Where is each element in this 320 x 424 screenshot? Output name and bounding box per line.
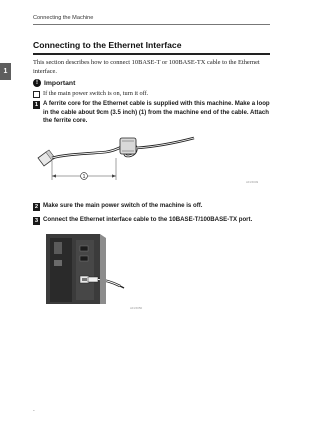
important-note xyxy=(33,90,148,98)
important-icon: ! xyxy=(33,79,41,87)
step-number: 3 xyxy=(34,217,39,224)
header-rule xyxy=(33,24,270,25)
running-header: Connecting the Machine xyxy=(33,15,94,21)
chapter-tab: 1 xyxy=(0,63,11,80)
ferrite-core-figure xyxy=(36,130,196,190)
ferrite-core-icon xyxy=(120,138,136,154)
dimension-callout: 1 xyxy=(82,174,86,181)
figure-code: AFL5050 xyxy=(130,306,143,310)
step-2 xyxy=(33,202,271,211)
important-label: Important xyxy=(44,79,76,87)
step-3 xyxy=(33,216,271,225)
step-number: 2 xyxy=(34,203,39,210)
page-footer-mark: - xyxy=(33,409,35,414)
intro-paragraph: This section describes how to connect 10BASE-T or 100BASE-TX cable to the Ethernet interface. xyxy=(33,59,260,75)
checkbox-bullet-icon xyxy=(33,91,40,98)
step-text: Connect the Ethernet interface cable to the 10BASE-T/100BASE-TX port. xyxy=(43,216,253,223)
step-number: 1 xyxy=(34,101,39,108)
rear-panel-illustration xyxy=(42,232,136,306)
figure-code: AFL5049 xyxy=(246,180,259,184)
important-heading xyxy=(33,79,75,87)
title-rule xyxy=(33,53,270,55)
step-text: Make sure the main power switch of the machine is off. xyxy=(43,202,203,209)
ethernet-port-figure xyxy=(42,232,136,306)
section-title: Connecting to the Ethernet Interface xyxy=(33,40,182,50)
ethernet-port-icon xyxy=(80,276,89,283)
step-text: A ferrite core for the Ethernet cable is supplied with this machine. Make a loop in the cable about 9cm (3.5 inch) (1) from the machine end of the cable. Attach the ferrite core. xyxy=(43,100,270,125)
step-1 xyxy=(33,100,271,126)
important-note-text: If the main power switch is on, turn it off. xyxy=(43,90,149,97)
ferrite-core-illustration xyxy=(36,130,196,190)
